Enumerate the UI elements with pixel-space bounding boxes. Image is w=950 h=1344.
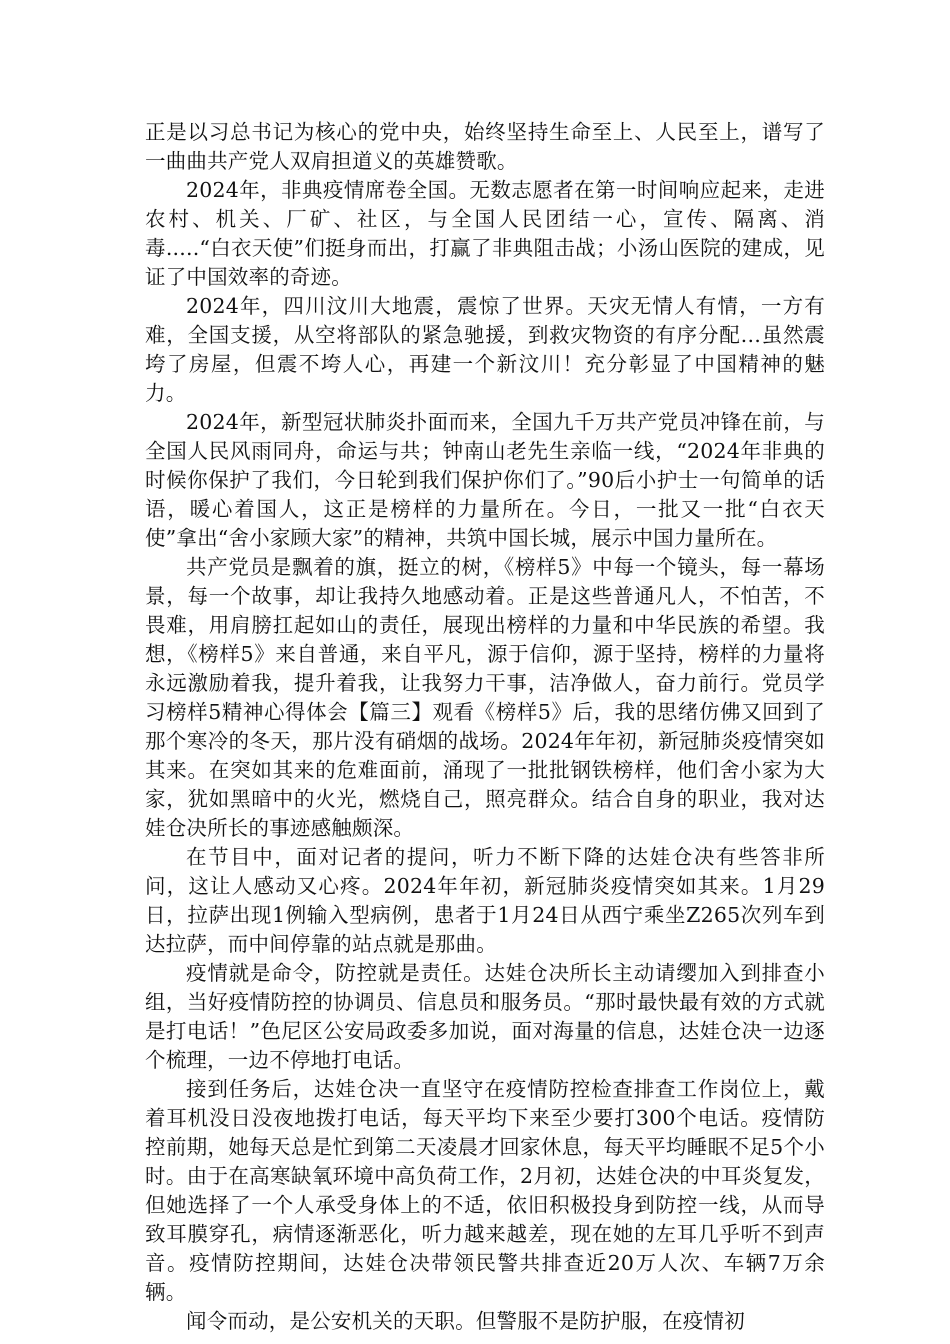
paragraph-dedication: 接到任务后，达娃仓决一直坚守在疫情防控检查排查工作岗位上，戴着耳机没日没夜地拨打电话，每天平均下来至少要打300个电话。疫情防控前期，她每天总是忙到第二天凌晨才回家休息，每天平均睡眠不足5个小时。由于在高寒缺氧环境中高负荷工作，2月初，达娃仓决的中耳炎复发，但她选择了一个人承受身体上的不适，依旧积极投身到防控一线，从而导致耳膜穿孔，病情逐渐恶化，听力越来越差，现在她的左耳几乎听不到声音。疫情防控期间，达娃仓决带领民警共排查近20万人次、车辆7万余辆。 — [145, 1077, 825, 1304]
paragraph-program: 在节目中，面对记者的提问，听力不断下降的达娃仓决有些答非所问，这让人感动又心疼。2024年年初，新冠肺炎疫情突如其来。1月29日，拉萨出现1例输入型病例，患者于1月24日从西宁乘坐Z265次列车到达拉萨，而中间停靠的站点就是那曲。 — [145, 845, 825, 956]
paragraph-covid: 2024年，新型冠状肺炎扑面而来，全国九千万共产党员冲锋在前，与全国人民风雨同舟，命运与共；钟南山老先生亲临一线，“2024年非典的时候你保护了我们，今日轮到我们保护你们了。”90后小护士一句简单的话语，暖心着国人，这正是榜样的力量所在。今日，一批又一批“白衣天使”拿出“舍小家顾大家”的精神，共筑中国长城，展示中国力量所在。 — [145, 410, 825, 550]
paragraph-1: 正是以习总书记为核心的党中央，始终坚持生命至上、人民至上，谱写了一曲曲共产党人双肩担道义的英雄赞歌。 — [145, 120, 825, 173]
document-body — [145, 118, 825, 1336]
paragraph-command: 疫情就是命令，防控就是责任。达娃仓决所长主动请缨加入到排查小组，当好疫情防控的协调员、信息员和服务员。“那时最快最有效的方式就是打电话！”色尼区公安局政委多加说，面对海量的信息，达娃仓决一边逐个梳理，一边不停地打电话。 — [145, 961, 825, 1072]
paragraph-role-models: 共产党员是飘着的旗，挺立的树，《榜样5》中每一个镜头，每一幕场景，每一个故事，却让我持久地感动着。正是这些普通凡人，不怕苦，不畏难，用肩膀扛起如山的责任，展现出榜样的力量和中华民族的希望。我想，《榜样5》来自普通，来自平凡，源于信仰，源于坚持，榜样的力量将永远激励着我，提升着我，让我努力干事，洁净做人，奋力前行。党员学习榜样5精神心得体会【篇三】观看《榜样5》后，我的思绪仿佛又回到了那个寒冷的冬天，那片没有硝烟的战场。2024年年初，新冠肺炎疫情突如其来。在突如其来的危难面前，涌现了一批批钢铁榜样，他们舍小家为大家，犹如黑暗中的火光，燃烧自己，照亮群众。结合自身的职业，我对达娃仓决所长的事迹感触颇深。 — [145, 555, 825, 840]
paragraph-sars: 2024年，非典疫情席卷全国。无数志愿者在第一时间响应起来，走进农村、机关、厂矿、社区，与全国人民团结一心，宣传、隔离、消毒.....“白衣天使”们挺身而出，打赢了非典阻击战；小汤山医院的建成，见证了中国效率的奇迹。 — [145, 178, 825, 289]
paragraph-wenchuan: 2024年，四川汶川大地震，震惊了世界。天灾无情人有情，一方有难，全国支援，从空将部队的紧急驰援，到救灾物资的有序分配…虽然震垮了房屋，但震不垮人心，再建一个新汶川！充分彰显了中国精神的魅力。 — [145, 294, 825, 405]
paragraph-duty: 闻令而动，是公安机关的天职。但警服不是防护服，在疫情初 — [186, 1309, 745, 1333]
